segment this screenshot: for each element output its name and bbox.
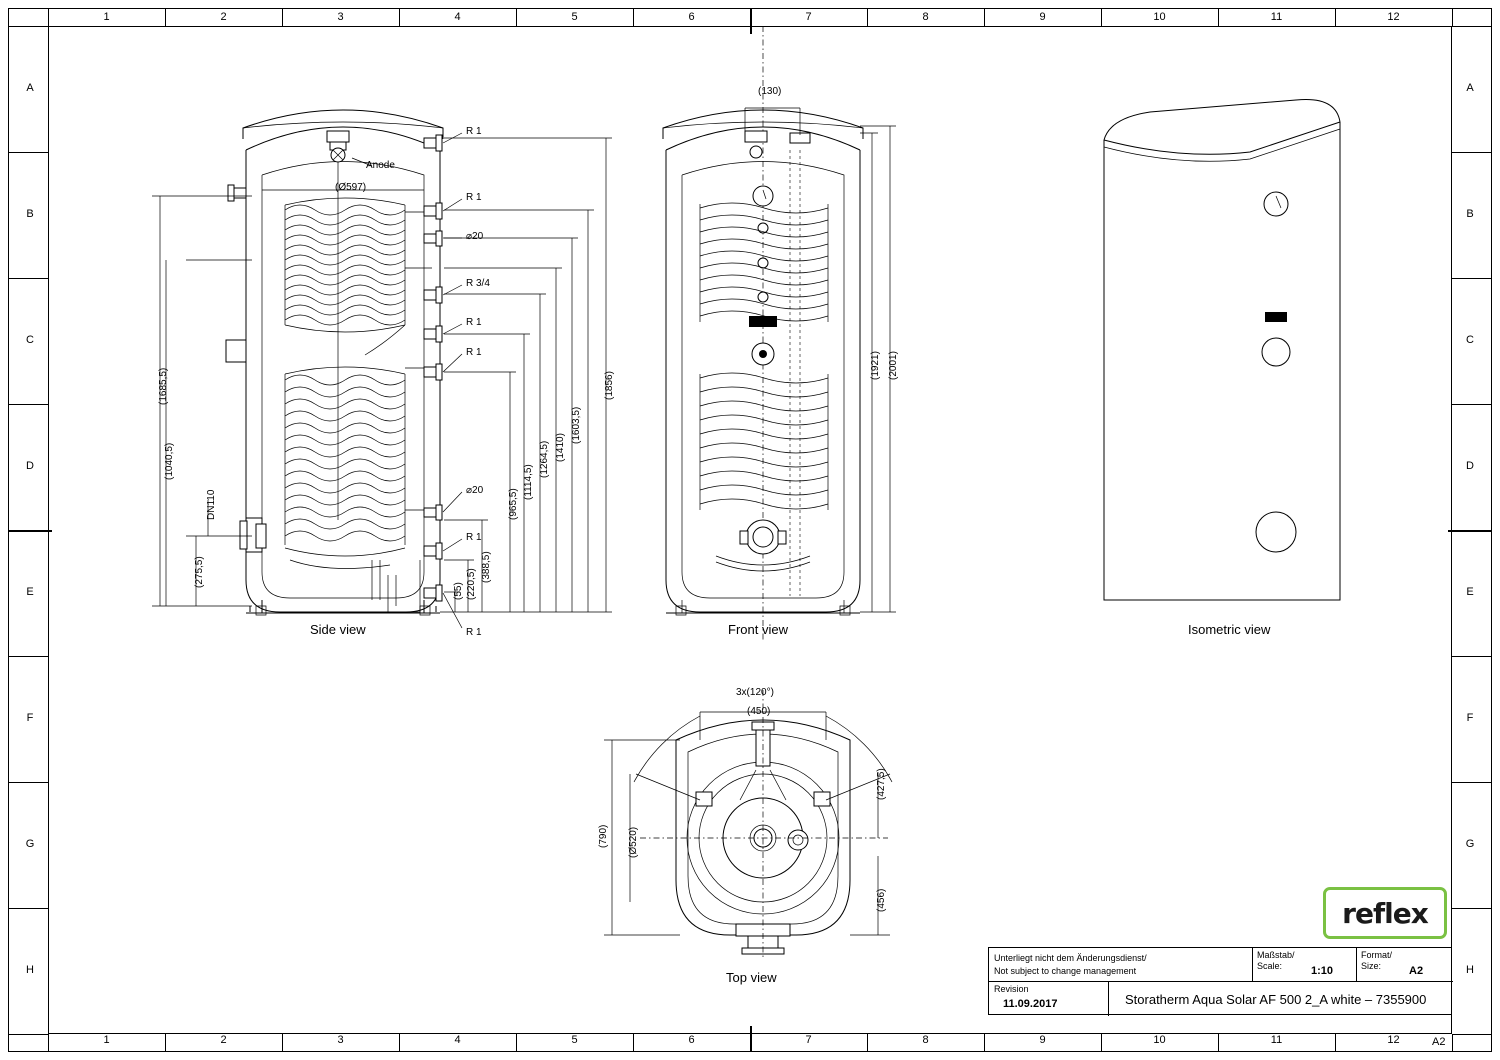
dim-dn110: DN110 xyxy=(206,489,217,520)
format-label-2: Size: xyxy=(1361,961,1382,971)
revision-label: Revision xyxy=(994,984,1029,994)
zone-top-12: 12 xyxy=(1387,11,1400,23)
zone-bottom-4: 4 xyxy=(454,1034,461,1046)
title-block-drawing-title-cell xyxy=(1109,982,1453,1016)
zone-bottom-10: 10 xyxy=(1153,1034,1166,1046)
dim-130: (130) xyxy=(758,86,782,97)
dim-520: (Ø520) xyxy=(628,826,639,858)
dim-55: (55) xyxy=(453,582,464,600)
dim-1921: (1921) xyxy=(870,351,881,380)
tank-diameter-label: (Ø597) xyxy=(335,182,367,193)
anode-label: Anode xyxy=(366,160,395,171)
scale-label-2: Scale: xyxy=(1257,961,1283,971)
zone-right-C: C xyxy=(1466,334,1474,346)
zone-top-4: 4 xyxy=(454,11,461,23)
front-view-geometry xyxy=(663,26,896,640)
zone-left-C: C xyxy=(26,334,34,346)
title-block-scale-cell xyxy=(1253,948,1357,982)
connection-label-4: R 3/4 xyxy=(466,278,490,289)
zone-right-H: H xyxy=(1466,964,1474,976)
zone-bottom-11: 11 xyxy=(1270,1034,1283,1046)
dim-1410: (1410) xyxy=(555,433,566,462)
zone-top-7: 7 xyxy=(805,11,812,23)
zone-top-6: 6 xyxy=(688,11,695,23)
zone-bottom-7: 7 xyxy=(805,1034,812,1046)
dim-1856: (1856) xyxy=(604,371,615,400)
zone-left-A: A xyxy=(26,82,34,94)
zone-left-F: F xyxy=(26,712,34,724)
title-block-revision-cell xyxy=(989,982,1109,1016)
zone-top-8: 8 xyxy=(922,11,929,23)
zone-bottom-2: 2 xyxy=(220,1034,227,1046)
dim-220: (220,5) xyxy=(466,568,477,600)
connection-label-9: R 1 xyxy=(466,627,482,638)
dim-427: (427,5) xyxy=(876,768,887,800)
zone-top-11: 11 xyxy=(1270,11,1283,23)
revision-value: 11.09.2017 xyxy=(1003,998,1058,1010)
connection-label-3: ⌀20 xyxy=(466,231,484,242)
title-block-format-cell xyxy=(1357,948,1453,982)
zone-top-9: 9 xyxy=(1039,11,1046,23)
scale-label: Maßstab/ xyxy=(1257,950,1295,960)
zone-right-E: E xyxy=(1466,586,1474,598)
zone-bottom-3: 3 xyxy=(337,1034,344,1046)
scale-value: 1:10 xyxy=(1311,965,1334,977)
zone-bottom-5: 5 xyxy=(571,1034,578,1046)
zone-bottom-12: 12 xyxy=(1387,1034,1400,1046)
notice-line-1: Unterliegt nicht dem Änderungsdienst/ xyxy=(994,953,1147,963)
connection-label-2: R 1 xyxy=(466,192,482,203)
zone-right-D: D xyxy=(1466,460,1474,472)
connection-label-5: R 1 xyxy=(466,317,482,328)
connection-label-6: R 1 xyxy=(466,347,482,358)
dim-388: (388,5) xyxy=(481,551,492,583)
side-view-title: Side view xyxy=(310,622,366,637)
title-block-notice-cell xyxy=(989,948,1253,982)
dim-2001: (2001) xyxy=(888,351,899,380)
isometric-view-geometry xyxy=(1104,99,1340,600)
sheet-format-corner: A2 xyxy=(1432,1036,1446,1048)
front-view-title: Front view xyxy=(728,622,788,637)
zone-top-10: 10 xyxy=(1153,11,1166,23)
zone-left-D: D xyxy=(26,460,34,472)
connection-label-1: R 1 xyxy=(466,126,482,137)
dim-965: (965,5) xyxy=(508,488,519,520)
connection-label-7: ⌀20 xyxy=(466,485,484,496)
isometric-view-title: Isometric view xyxy=(1188,622,1271,637)
format-value: A2 xyxy=(1409,965,1424,977)
dim-275: (275,5) xyxy=(194,556,205,588)
connection-label-8: R 1 xyxy=(466,532,482,543)
zone-top-5: 5 xyxy=(571,11,578,23)
top-view-geometry xyxy=(604,690,892,960)
zone-left-B: B xyxy=(26,208,34,220)
format-label: Format/ xyxy=(1361,950,1393,960)
zone-left-E: E xyxy=(26,586,34,598)
reflex-logo xyxy=(1323,887,1447,939)
dim-1685: (1685,5) xyxy=(158,367,169,405)
drawing-title: Storatherm Aqua Solar AF 500 2_A white – 7355900 xyxy=(1125,992,1427,1007)
dim-1264: (1264,5) xyxy=(539,440,550,478)
dim-1603: (1603,5) xyxy=(571,406,582,444)
dim-790: (790) xyxy=(598,824,609,848)
zone-top-2: 2 xyxy=(220,11,227,23)
zone-bottom-6: 6 xyxy=(688,1034,695,1046)
logo-text: reflex xyxy=(1342,896,1428,930)
zone-bottom-1: 1 xyxy=(103,1034,110,1046)
title-block xyxy=(988,947,1452,1015)
zone-right-F: F xyxy=(1466,712,1474,724)
zone-top-1: 1 xyxy=(103,11,110,23)
zone-left-H: H xyxy=(26,964,34,976)
dim-456: (456) xyxy=(876,888,887,912)
side-view-geometry xyxy=(152,110,612,628)
zone-right-B: B xyxy=(1466,208,1474,220)
zone-bottom-8: 8 xyxy=(922,1034,929,1046)
dim-3x120: 3x(120°) xyxy=(736,687,774,698)
notice-line-2: Not subject to change management xyxy=(994,966,1137,976)
dim-1114: (1114,5) xyxy=(523,464,534,500)
zone-top-3: 3 xyxy=(337,11,344,23)
zone-left-G: G xyxy=(25,838,35,850)
zone-bottom-9: 9 xyxy=(1039,1034,1046,1046)
top-view-title: Top view xyxy=(726,970,777,985)
zone-right-G: G xyxy=(1465,838,1475,850)
dim-1040: (1040,5) xyxy=(164,442,175,480)
dim-450: (450) xyxy=(747,706,771,717)
zone-right-A: A xyxy=(1466,82,1474,94)
